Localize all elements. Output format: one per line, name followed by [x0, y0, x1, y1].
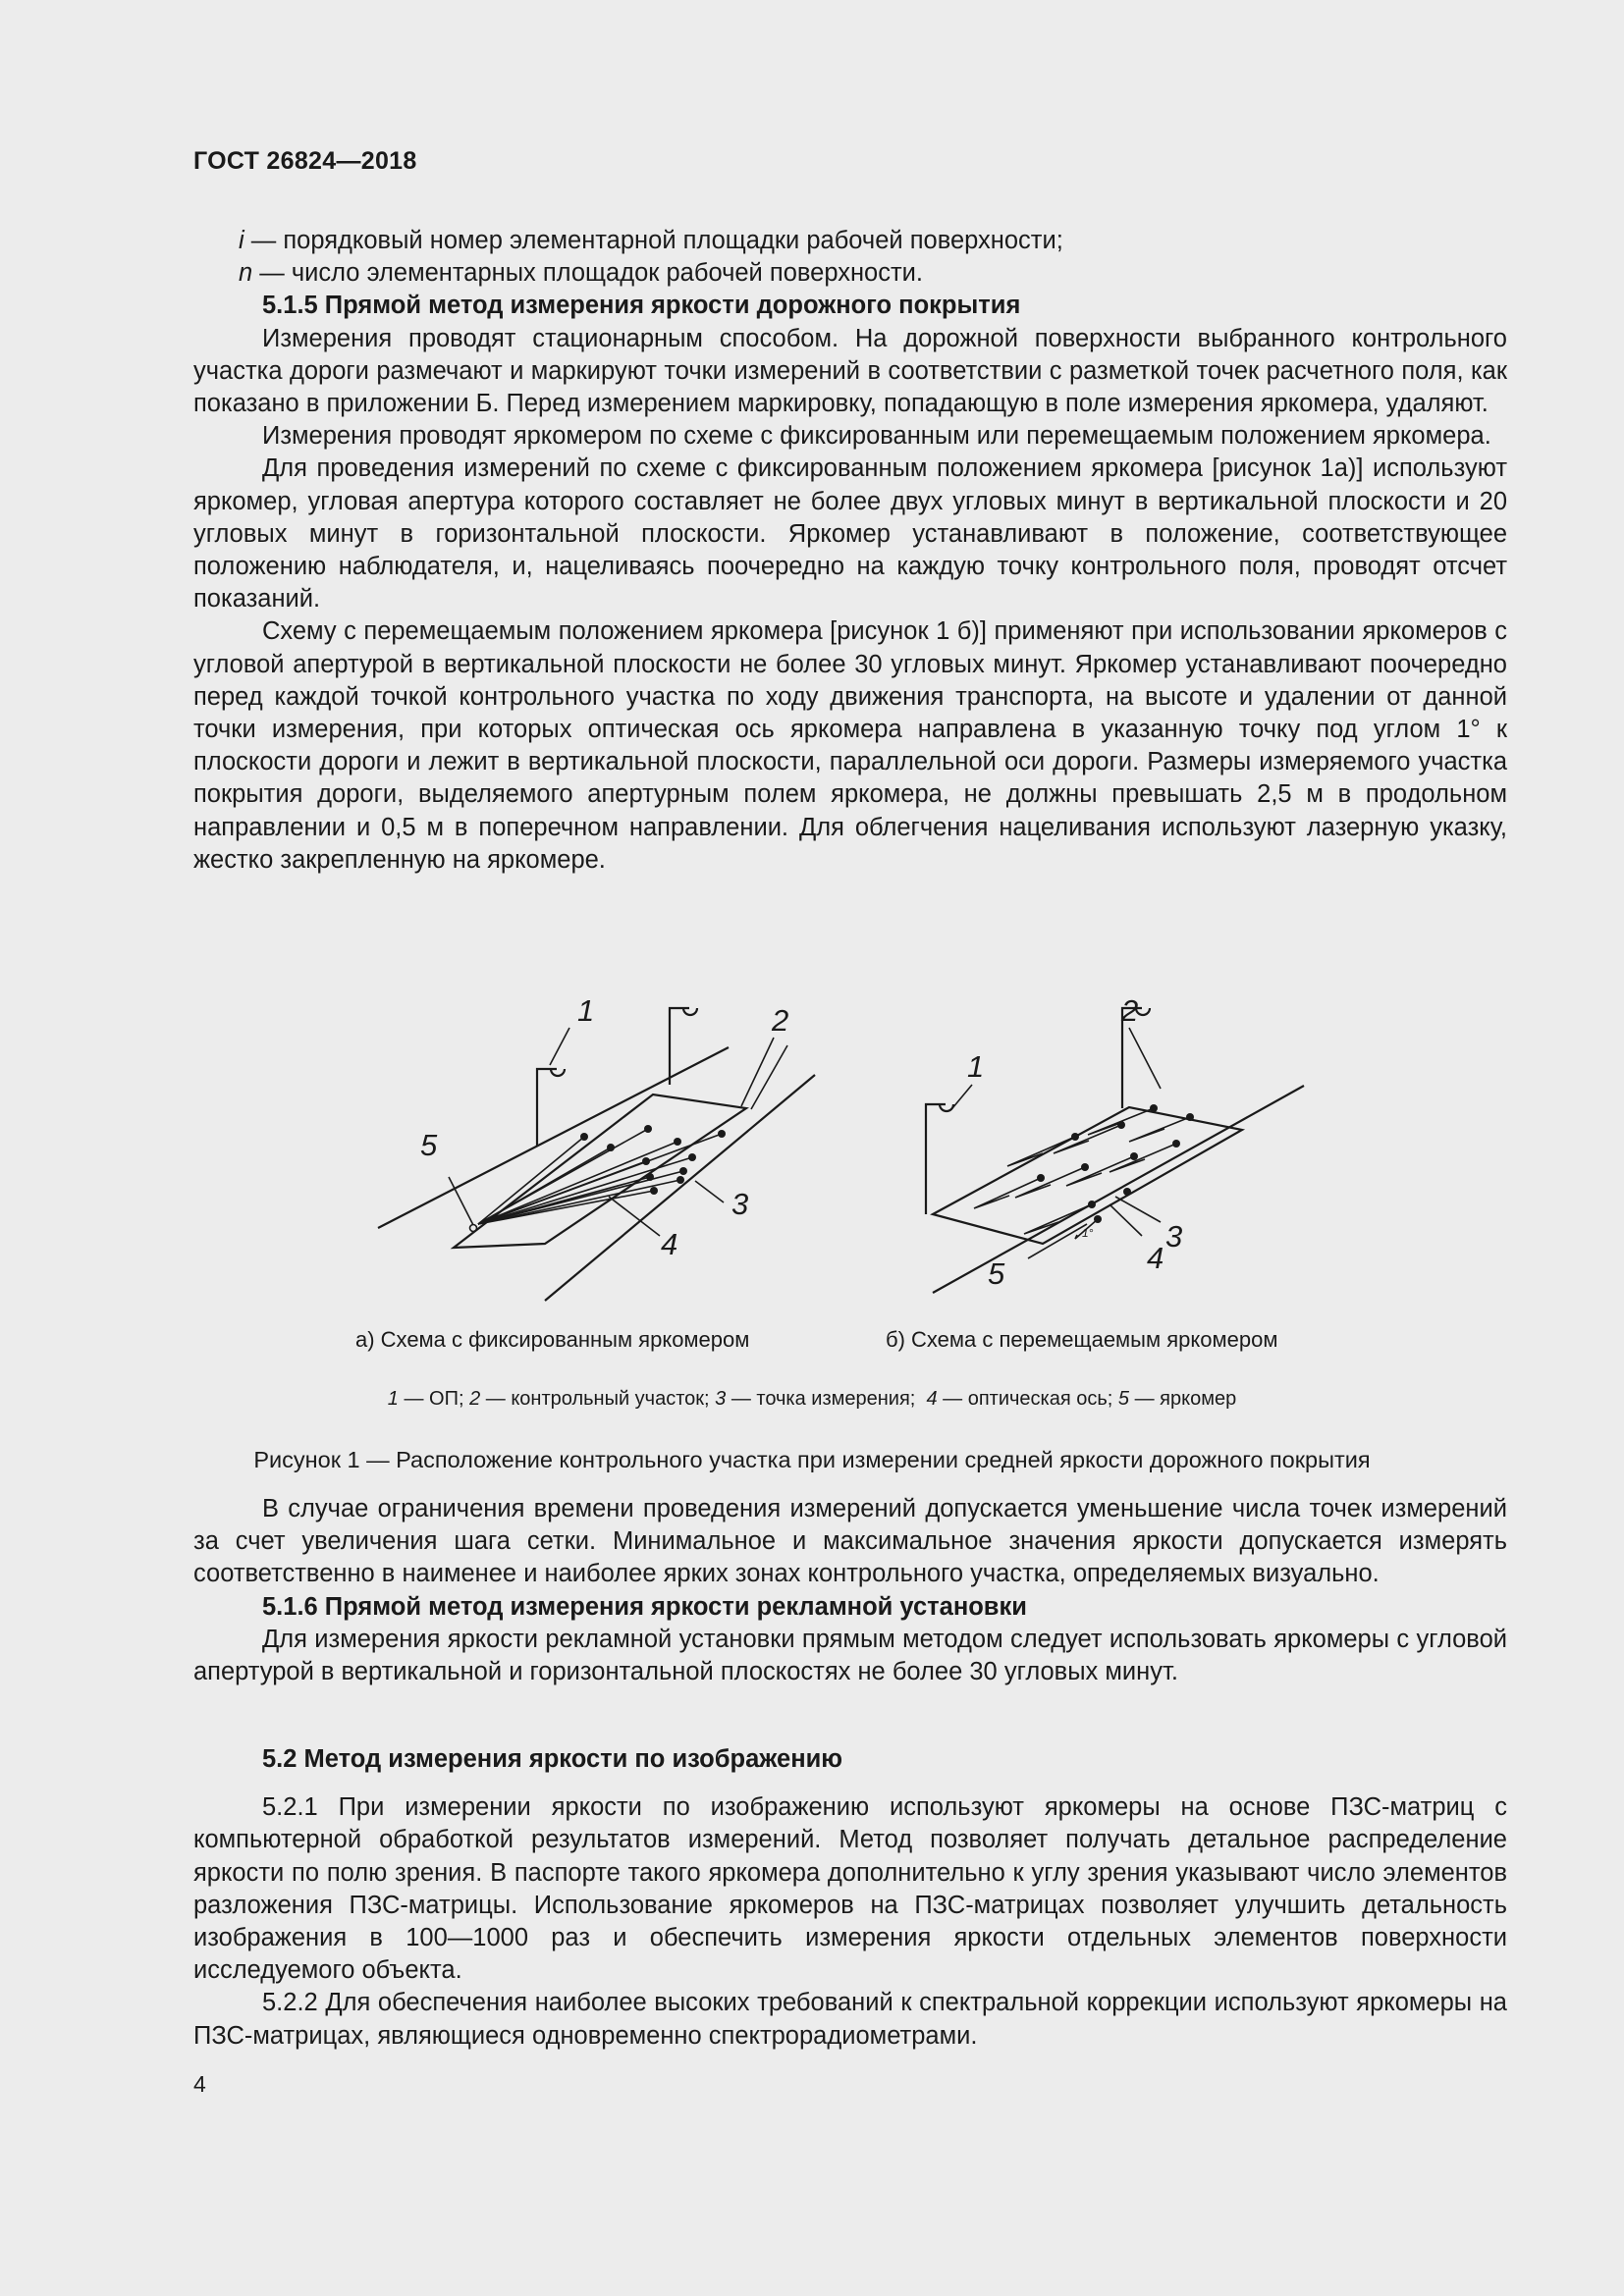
section-heading-5-1-6: 5.1.6 Прямой метод измерения яркости рекламной установки [262, 1592, 1027, 1621]
legend-text: — контрольный участок; [480, 1388, 716, 1410]
control-area [933, 1107, 1242, 1244]
paragraph: 5.2.2 Для обеспечения наиболее высоких требований к спектральной коррекции используют яркомеры на ПЗС-матрицах, являющиеся одновременно спектрорадиометрами. [193, 1989, 1507, 2050]
legend-num: 2 [469, 1388, 481, 1410]
definition-n [193, 257, 1507, 290]
figure-title: Рисунок 1 — Расположение контрольного участка при измерении средней яркости дорожного покрытия [253, 1447, 1371, 1472]
paragraph: Схему с перемещаемым положением яркомера [рисунок 1 б)] применяют при использовании яркомеров с угловой апертурой в вертикальной плоскости не более 30 угловых минут. Яркомер устанавливают поочередно перед каждой точкой контрольного участка по ходу движения транспорта, на высоте и удалении от данной точки измерения, при которых оптическая ось яркомера направлена в указанную точку под углом 1° к плоскости дороги и лежит в вертикальной плоскости, параллельной оси дороги. Размеры измеряемого участка покрытия дороги, выделяемого апертурным полем яркомера, не должны превышать 2,5 м в продольном направлении и 0,5 м в поперечном направлении. Для облегчения нацеливания используют лазерную указку, жестко закрепленную на яркомере. [193, 617, 1507, 874]
paragraph: В случае ограничения времени проведения измерений допускается уменьшение числа точек измерений за счет увеличения шага сетки. Минимальное и максимальное значения яркости допускается измерять соответственно в наименее и наиболее ярких зонах контрольного участка, определяемых визуально. [193, 1495, 1507, 1588]
label-4: 4 [661, 1227, 678, 1261]
label-2: 2 [772, 1003, 789, 1038]
paragraph: Измерения проводят яркомером по схеме с фиксированным или перемещаемым положением яркомера. [262, 422, 1491, 451]
legend-num: 3 [715, 1388, 727, 1410]
diagram-a [378, 1008, 815, 1301]
figure-1-diagram [353, 987, 1335, 1320]
label-1: 1 [967, 1049, 985, 1084]
text-block-middle [193, 1493, 1507, 1688]
legend-text: — оптическая ось; [937, 1388, 1118, 1410]
legend-text: — яркомер [1129, 1388, 1237, 1410]
paragraph: 5.2.1 При измерении яркости по изображению используют яркомеры на основе ПЗС-матриц с компьютерной обработкой результатов измерений. Метод позволяет получать детальное распределение яркости по полю зрения. В паспорте такого яркомера дополнительно к углу зрения указывают число элементов разложения ПЗС-матрицы. Использование яркомеров на ПЗС-матрицах позволяет улучшить детальность изображения в 100—1000 раз и обеспечить измерения яркости отдельных элементов поверхности исследуемого объекта. [193, 1793, 1507, 1985]
lamp-post [537, 1069, 557, 1146]
paragraph: Измерения проводят стационарным способом. На дорожной поверхности выбранного контрольного участка дороги размечают и маркируют точки измерений в соответствии с разметкой точек расчетного поля, как показано в приложении Б. Перед измерением маркировку, попадающую в поле измерения яркомера, удаляют. [193, 324, 1507, 418]
paragraph: Для проведения измерений по схеме с фиксированным положением яркомера [рисунок 1а)] используют яркомер, угловая апертура которого составляет не более двух угловых минут в вертикальной плоскости и 20 угловых минут в горизонтальной плоскости. Яркомер устанавливают в положение, соответствующее положению наблюдателя, и, нацеливаясь поочередно на каждую точку контрольного поля, проводят отсчет показаний. [193, 454, 1507, 614]
label-3: 3 [1165, 1219, 1183, 1254]
text-block-bottom [193, 1743, 1507, 2053]
caption-a: а) Схема с фиксированным яркомером [355, 1327, 750, 1352]
luminance-meter [470, 1225, 477, 1232]
paragraph: Для измерения яркости рекламной установки прямым методом следует использовать яркомеры с угловой апертурой в вертикальной и горизонтальной плоскостях не более 30 угловых минут. [193, 1625, 1507, 1686]
legend-text: — точка измерения; [726, 1388, 927, 1410]
label-5: 5 [988, 1256, 1005, 1291]
def-text: — порядковый номер элементарной площадки рабочей поверхности; [244, 227, 1063, 254]
text-block-top [193, 225, 1507, 877]
def-var: i [239, 227, 244, 254]
legend-num: 4 [926, 1388, 938, 1410]
legend-text: — ОП; [398, 1388, 470, 1410]
label-1: 1 [577, 993, 595, 1028]
legend-num: 1 [387, 1388, 399, 1410]
angle-label: 1° [1082, 1226, 1094, 1240]
label-2: 2 [1121, 993, 1139, 1028]
lamp-post [926, 1104, 946, 1214]
section-heading-5-2: 5.2 Метод измерения яркости по изображению [262, 1745, 843, 1773]
caption-b: б) Схема с перемещаемым яркомером [886, 1327, 1278, 1352]
page-number: 4 [193, 2071, 206, 2097]
label-4: 4 [1147, 1241, 1164, 1275]
def-var: n [239, 259, 253, 288]
label-3: 3 [731, 1187, 749, 1221]
def-text: — число элементарных площадок рабочей поверхности. [252, 259, 923, 288]
label-5: 5 [420, 1128, 438, 1162]
figure-legend [0, 1388, 1624, 1411]
road-edge-line [545, 1075, 815, 1301]
control-area [454, 1095, 749, 1248]
section-heading-5-1-5: 5.1.5 Прямой метод измерения яркости дорожного покрытия [262, 292, 1021, 320]
legend-num: 5 [1117, 1388, 1130, 1410]
document-header: ГОСТ 26824—2018 [193, 147, 417, 175]
definition-i [193, 225, 1507, 257]
